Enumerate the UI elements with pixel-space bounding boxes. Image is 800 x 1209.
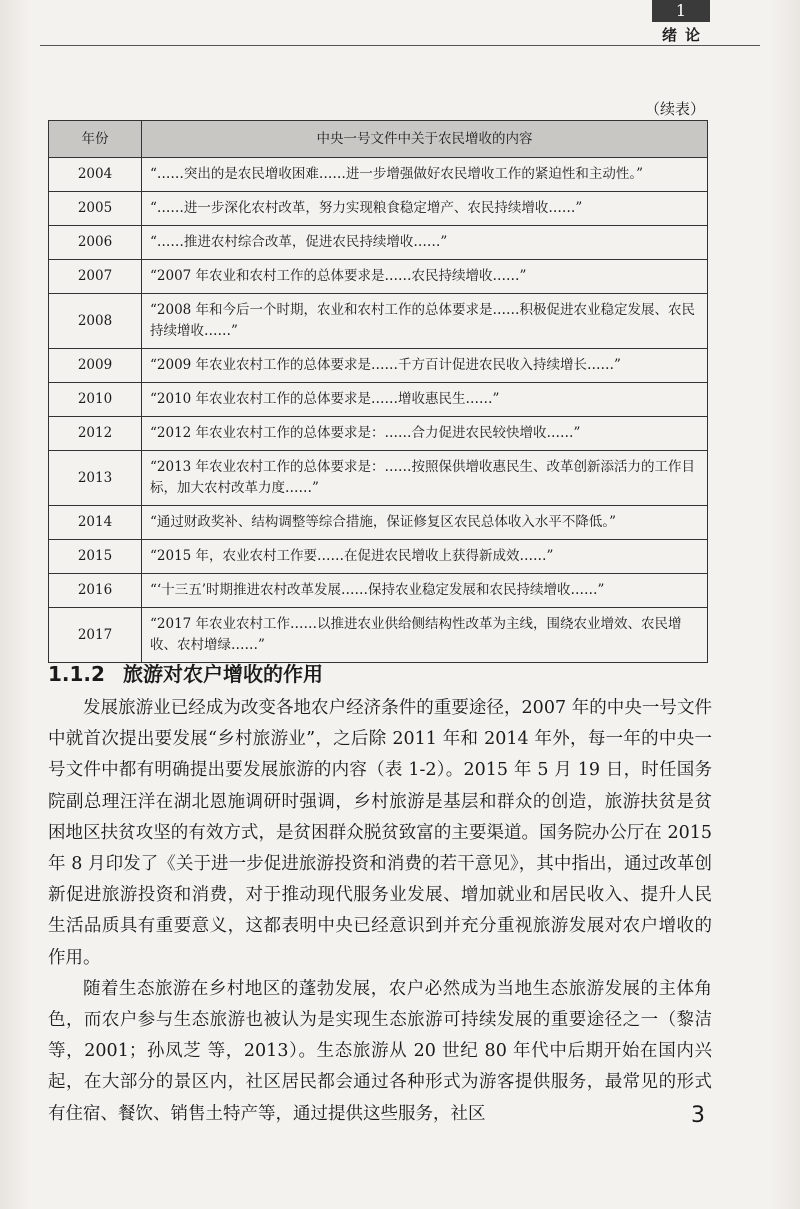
year-cell: 2008 — [49, 294, 142, 349]
table-row — [49, 383, 708, 417]
paragraph: 随着生态旅游在乡村地区的蓬勃发展，农户必然成为当地生态旅游发展的主体角色，而农户参与生态旅游也被认为是实现生态旅游可持续发展的重要途径之一（黎洁 等，2001；孙凤芝 等，2013）。生态旅游从 20 世纪 80 年代中后期开始在国内兴起，在大部分的景区内，社区居民都会通过各种形式为游客提供服务，最常见的形式有住宿、餐饮、销售土特产等，通过提供这些服务，社区 — [48, 978, 712, 1124]
content-cell: “2012 年农业农村工作的总体要求是：……合力促进农民较快增收……” — [142, 417, 708, 451]
income-policy-table — [48, 120, 708, 663]
table-row — [49, 226, 708, 260]
page-number: 3 — [691, 1103, 705, 1128]
section-number: 1.1.2 — [48, 662, 105, 686]
year-cell: 2012 — [49, 417, 142, 451]
content-cell: “2010 年农业农村工作的总体要求是……增收惠民生……” — [142, 383, 708, 417]
paragraph: 发展旅游业已经成为改变各地农户经济条件的重要途径，2007 年的中央一号文件中就首次提出要发展“乡村旅游业”，之后除 2011 年和 2014 年外，每一年的中央一号文件中都有明确提出要发展旅游的内容（表 1-2）。2015 年 5 月 19 日，时任国务院副总理汪洋在湖北恩施调研时强调，乡村旅游是基层和群众的创造，旅游扶贫是贫困地区扶贫攻坚的有效方式，是贫困群众脱贫致富的主要渠道。国务院办公厅在 2015 年 8 月印发了《关于进一步促进旅游投资和消费的若干意见》，其中指出，通过改革创新促进旅游投资和消费，对于推动现代服务业发展、增加就业和居民收入、提升人民生活品质具有重要意义，这都表明中央已经意识到并充分重视旅游发展对农户增收的作用。 — [48, 698, 712, 968]
chapter-tab: 1 — [652, 0, 710, 22]
table-row — [49, 574, 708, 608]
table-row — [49, 540, 708, 574]
content-cell: “2013 年农业农村工作的总体要求是：……按照保供增收惠民生、改革创新添活力的工作目标，加大农村改革力度……” — [142, 451, 708, 506]
column-header-content: 中央一号文件中关于农民增收的内容 — [142, 121, 708, 158]
section-heading — [48, 658, 323, 687]
year-cell: 2016 — [49, 574, 142, 608]
year-cell: 2010 — [49, 383, 142, 417]
content-cell: “‘十三五’时期推进农村改革发展……保持农业稳定发展和农民持续增收……” — [142, 574, 708, 608]
content-cell: “2007 年农业和农村工作的总体要求是……农民持续增收……” — [142, 260, 708, 294]
year-cell: 2017 — [49, 608, 142, 663]
content-cell: “……突出的是农民增收困难……进一步增强做好农民增收工作的紧迫性和主动性。” — [142, 158, 708, 192]
running-head: 绪论 — [661, 26, 708, 44]
column-header-year: 年份 — [49, 121, 142, 158]
table-row — [49, 451, 708, 506]
table-header-row — [49, 121, 708, 158]
table-row — [49, 158, 708, 192]
year-cell: 2015 — [49, 540, 142, 574]
year-cell: 2014 — [49, 506, 142, 540]
content-cell: “通过财政奖补、结构调整等综合措施，保证修复区农民总体收入水平不降低。” — [142, 506, 708, 540]
table-row — [49, 349, 708, 383]
content-cell: “……进一步深化农村改革，努力实现粮食稳定增产、农民持续增收……” — [142, 192, 708, 226]
content-cell: “2008 年和今后一个时期，农业和农村工作的总体要求是……积极促进农业稳定发展、农民持续增收……” — [142, 294, 708, 349]
body-text — [48, 693, 712, 1130]
content-cell: “2017 年农业农村工作……以推进农业供给侧结构性改革为主线，围绕农业增效、农民增收、农村增绿……” — [142, 608, 708, 663]
content-cell: “……推进农村综合改革，促进农民持续增收……” — [142, 226, 708, 260]
year-cell: 2005 — [49, 192, 142, 226]
table-row — [49, 608, 708, 663]
content-cell: “2015 年，农业农村工作要……在促进农民增收上获得新成效……” — [142, 540, 708, 574]
year-cell: 2007 — [49, 260, 142, 294]
content-cell: “2009 年农业农村工作的总体要求是……千方百计促进农民收入持续增长……” — [142, 349, 708, 383]
table-row — [49, 192, 708, 226]
table-row — [49, 417, 708, 451]
table-row — [49, 294, 708, 349]
year-cell: 2006 — [49, 226, 142, 260]
header-rule — [40, 45, 760, 46]
year-cell: 2013 — [49, 451, 142, 506]
table-row — [49, 260, 708, 294]
year-cell: 2004 — [49, 158, 142, 192]
section-title: 旅游对农户增收的作用 — [122, 662, 323, 686]
year-cell: 2009 — [49, 349, 142, 383]
table-continued-label: （续表） — [644, 100, 705, 118]
table-row — [49, 506, 708, 540]
